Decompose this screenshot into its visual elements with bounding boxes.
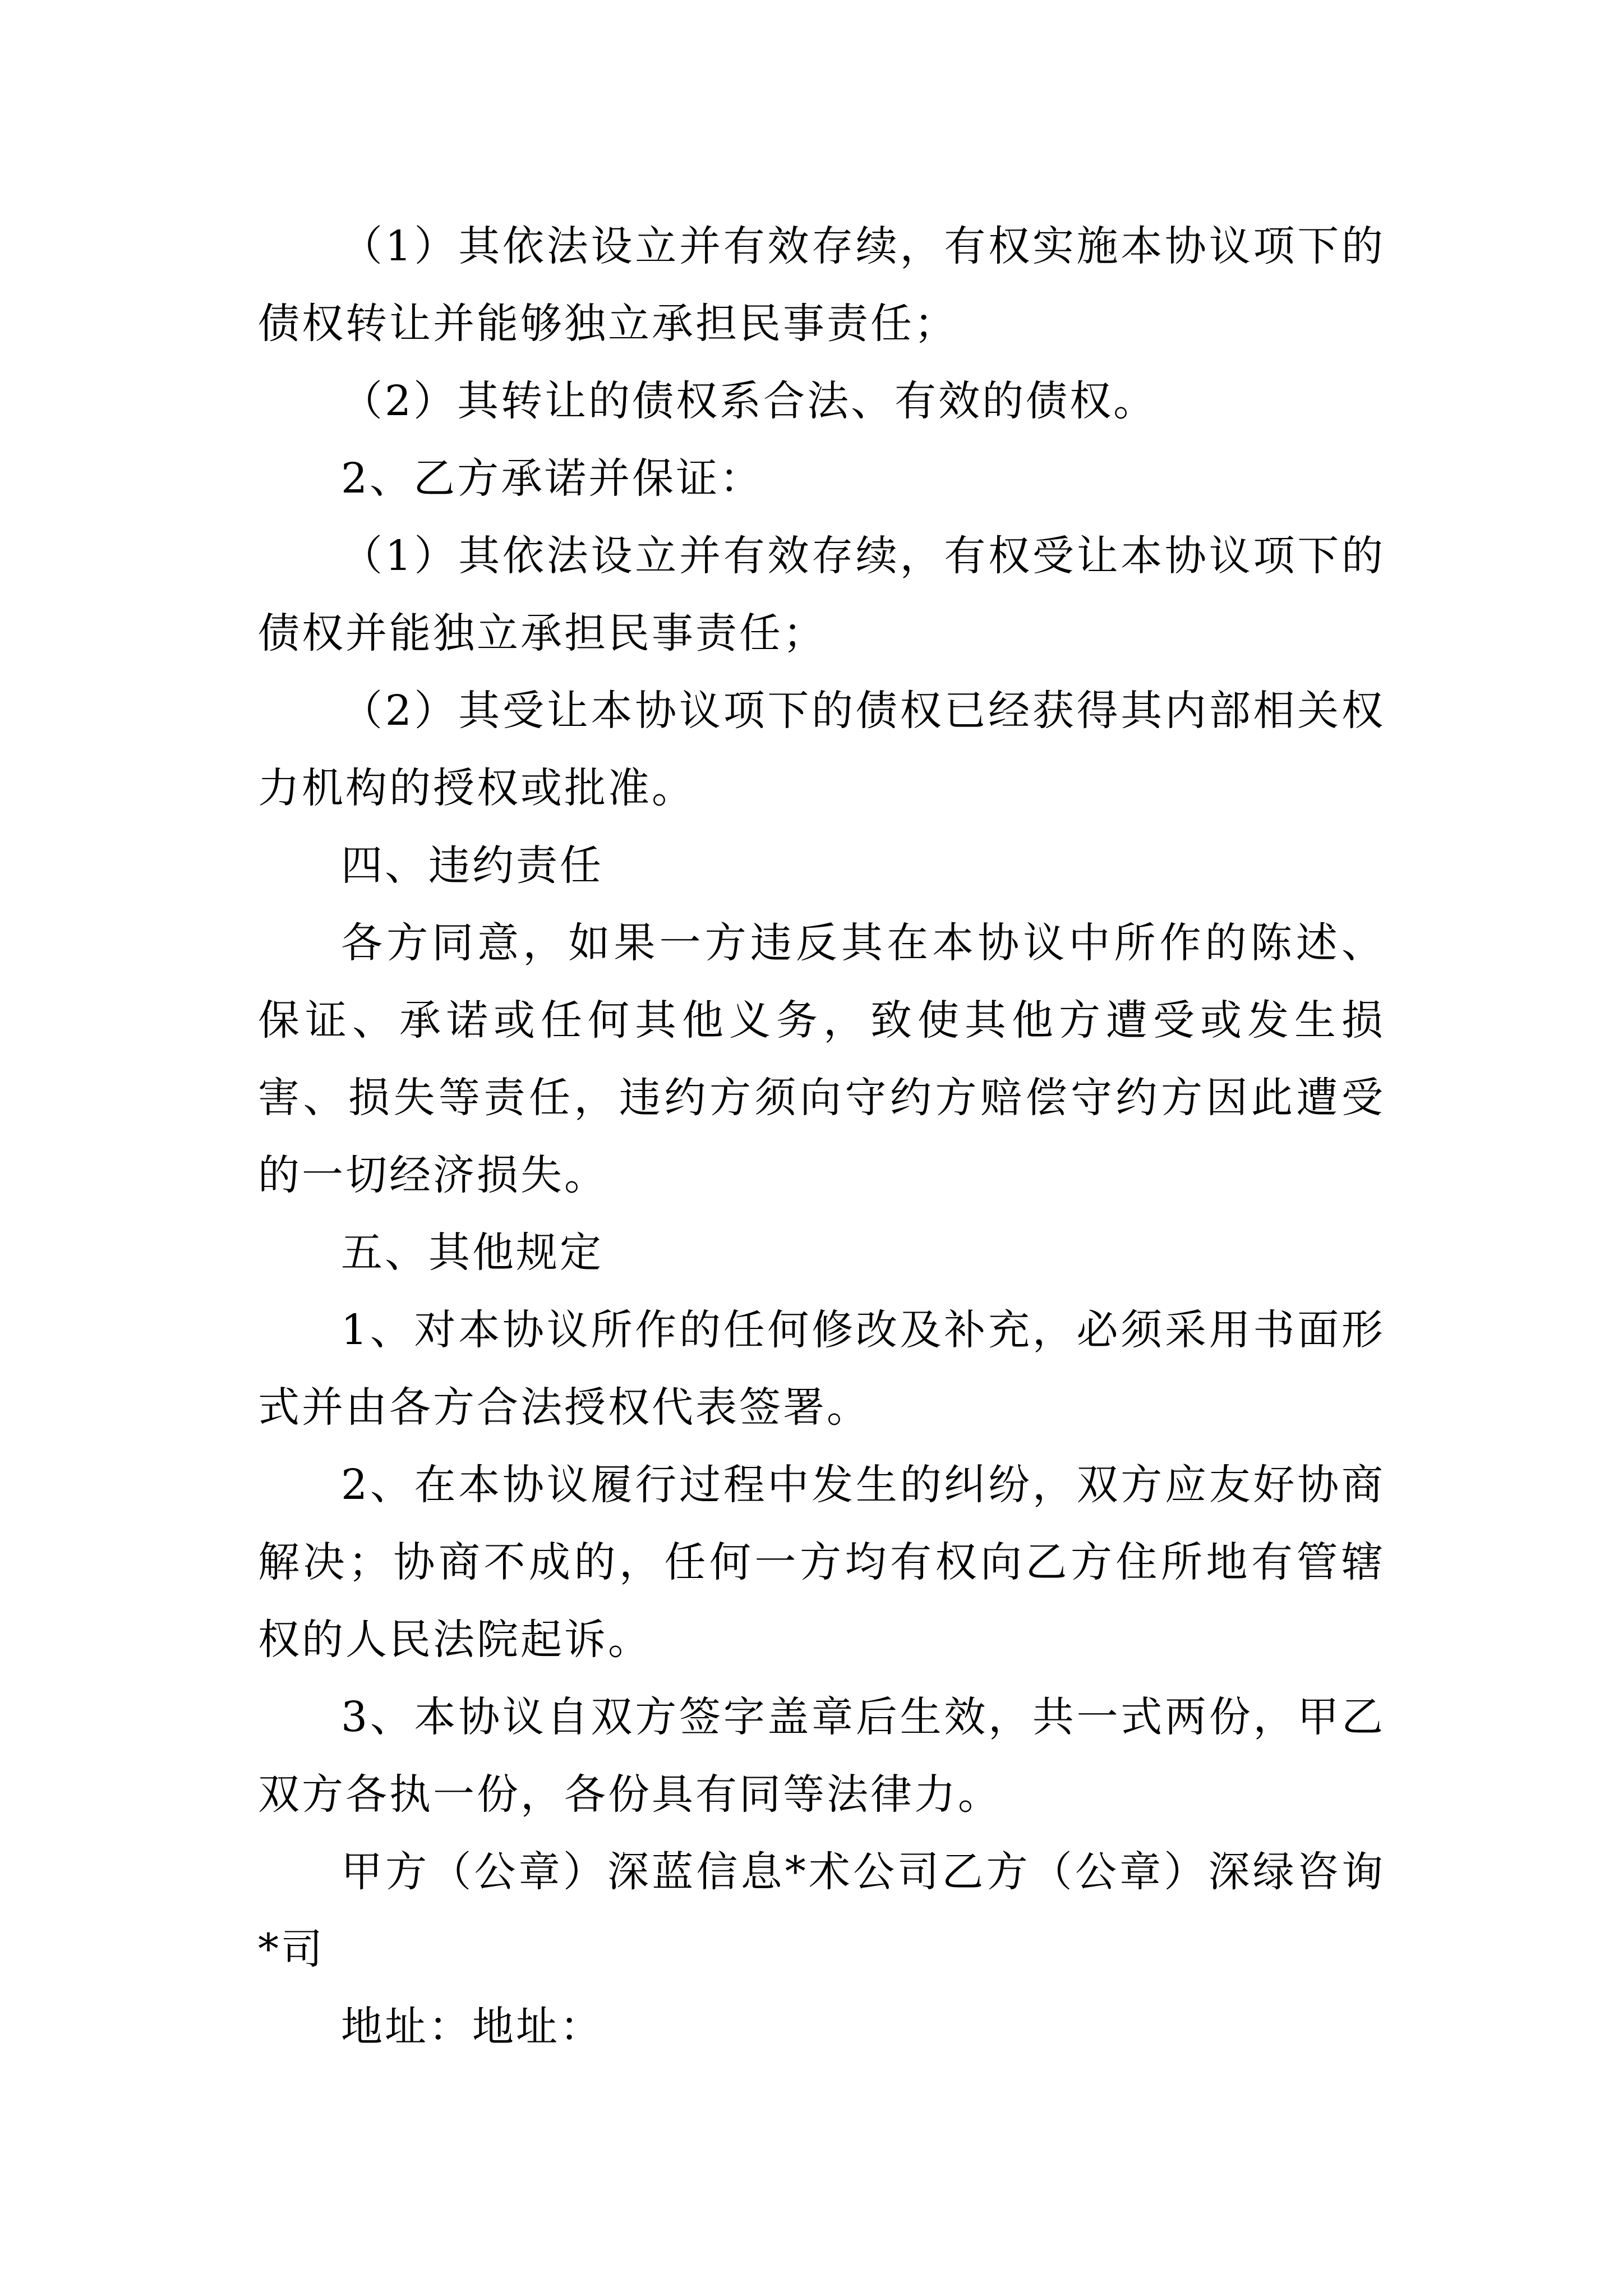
paragraph-5: （2）其受让本协议项下的债权已经获得其内部相关权力机构的授权或批准。 xyxy=(258,687,1385,812)
document-body xyxy=(258,208,1385,2065)
paragraph-3: 2、乙方承诺并保证： xyxy=(341,454,764,503)
paragraph-10: 2、在本协议履行过程中发生的纠纷，双方应友好协商解决；协商不成的，任何一方均有权向乙方住所地有管辖权的人民法院起诉。 xyxy=(258,1461,1385,1664)
paragraph-9: 1、对本协议所作的任何修改及补充，必须采用书面形式并由各方合法授权代表签署。 xyxy=(258,1306,1385,1432)
address-line: 地址：地址： xyxy=(341,2003,603,2051)
paragraph-7: 各方同意，如果一方违反其在本协议中所作的陈述、保证、承诺或任何其他义务，致使其他方遭受或发生损害、损失等责任，违约方须向守约方赔偿守约方因此遭受的一切经济损失。 xyxy=(258,919,1385,1199)
paragraph-4: （1）其依法设立并有效存续，有权受让本协议项下的债权并能独立承担民事责任； xyxy=(258,532,1385,657)
paragraph-11: 3、本协议自双方签字盖章后生效，共一式两份，甲乙双方各执一份，各份具有同等法律力。 xyxy=(258,1693,1385,1819)
signature-parties: 甲方（公章）深蓝信息*术公司乙方（公章）深绿咨询*司 xyxy=(258,1848,1385,1973)
paragraph-1: （1）其依法设立并有效存续，有权实施本协议项下的债权转让并能够独立承担民事责任； xyxy=(258,222,1385,348)
section-heading-breach: 四、违约责任 xyxy=(341,841,603,890)
section-heading-other: 五、其他规定 xyxy=(341,1228,603,1277)
paragraph-2: （2）其转让的债权系合法、有效的债权。 xyxy=(341,377,1158,425)
